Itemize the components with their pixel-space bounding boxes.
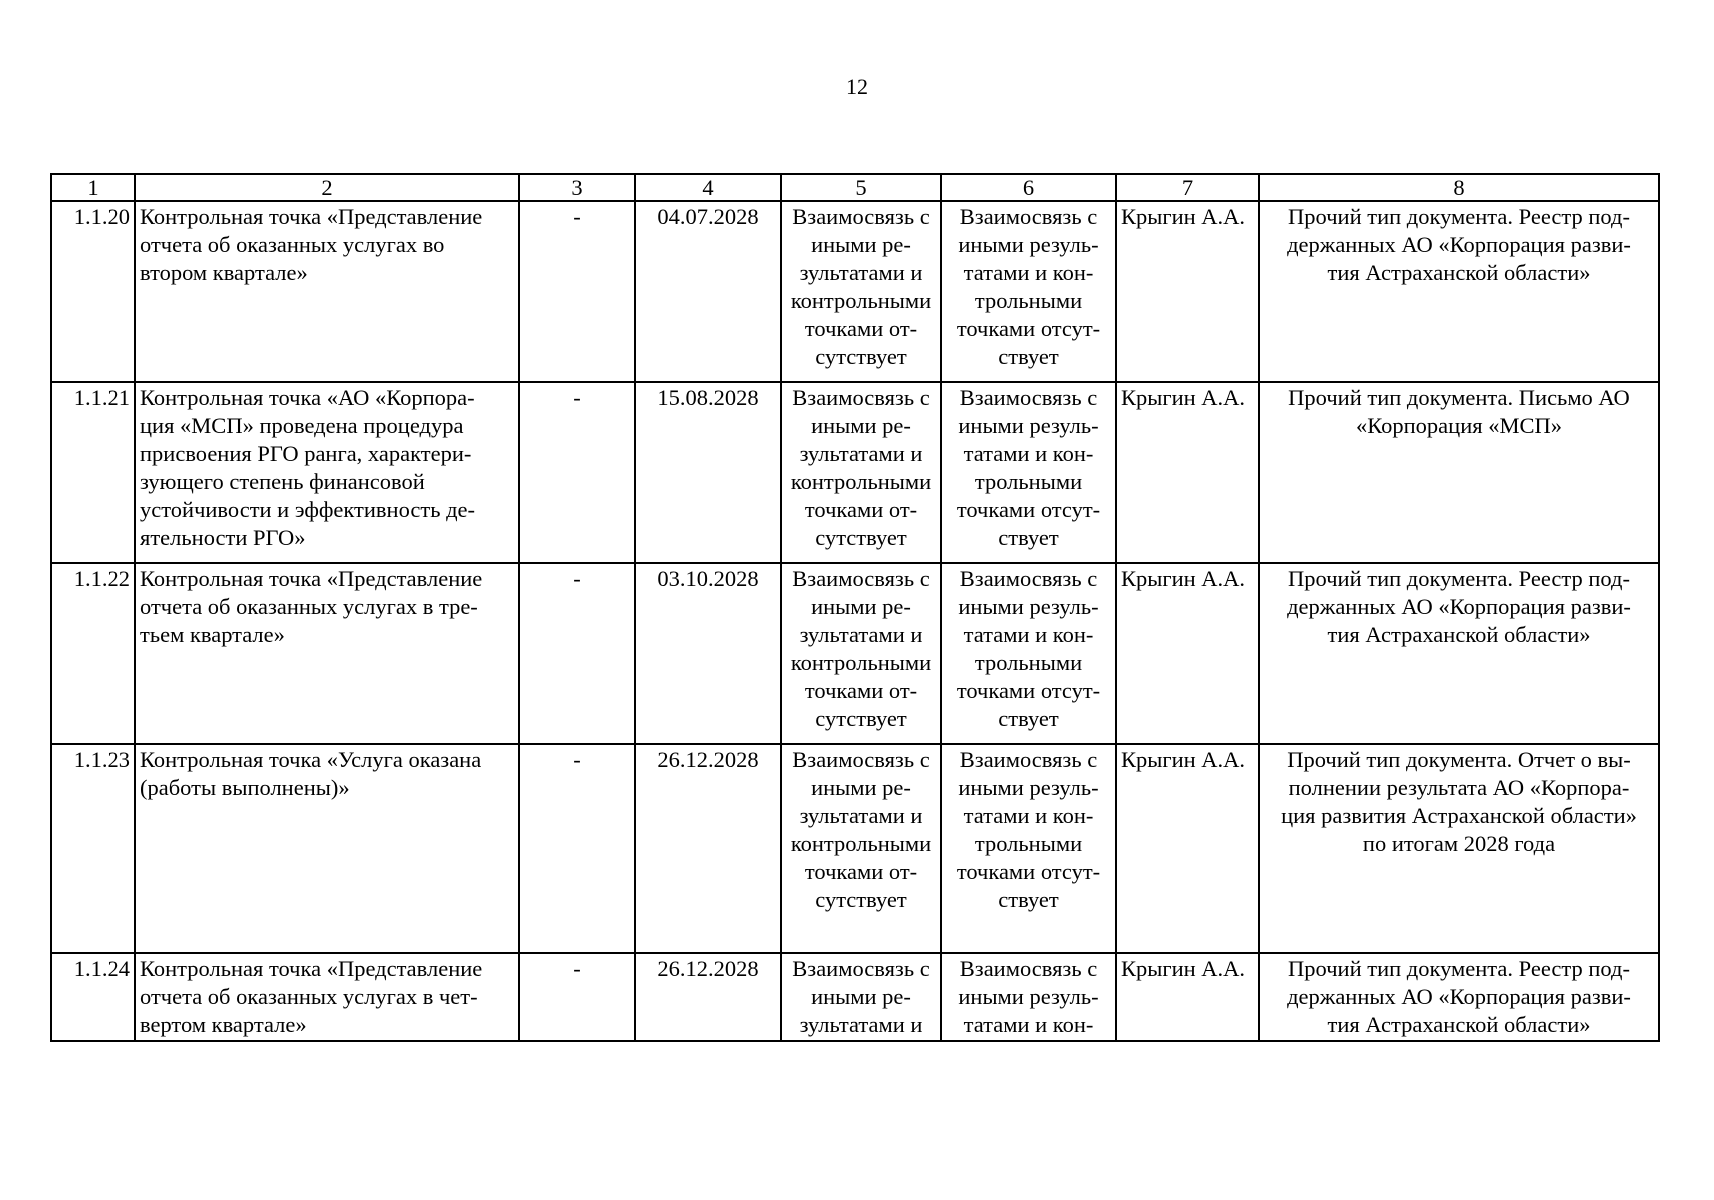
cell-line: ствует bbox=[998, 344, 1059, 369]
cell-line: ствует bbox=[998, 887, 1059, 912]
cell-line: контрольными bbox=[790, 831, 932, 856]
cell-line: Взаимосвязь с bbox=[959, 204, 1098, 229]
row-number-cell: 1.1.21 bbox=[51, 382, 135, 563]
cell-line: тьем квартале» bbox=[140, 622, 285, 647]
cell-line: вертом квартале» bbox=[140, 1012, 307, 1037]
cell-line: Прочий тип документа. Письмо АО bbox=[1288, 385, 1630, 410]
cell-line: сутствует bbox=[815, 525, 907, 550]
table-header-row bbox=[51, 174, 1659, 201]
cell-line: полнении результата АО «Корпора- bbox=[1288, 775, 1630, 800]
header-cell: 6 bbox=[941, 174, 1116, 201]
relations-results-cell bbox=[781, 201, 941, 382]
cell-line: ятельности РГО» bbox=[140, 525, 306, 550]
responsible-cell: Крыгин А.А. bbox=[1116, 744, 1259, 953]
column-3-cell: - bbox=[519, 744, 635, 953]
cell-line: Взаимосвязь с bbox=[792, 385, 930, 410]
date-cell: 15.08.2028 bbox=[635, 382, 781, 563]
cell-line: Взаимосвязь с bbox=[959, 747, 1098, 772]
control-point-name-cell bbox=[135, 744, 519, 953]
column-3-cell: - bbox=[519, 953, 635, 1041]
date-cell: 26.12.2028 bbox=[635, 953, 781, 1041]
header-cell: 5 bbox=[781, 174, 941, 201]
cell-line: Взаимосвязь с bbox=[792, 956, 930, 981]
cell-line: Прочий тип документа. Реестр под- bbox=[1288, 566, 1630, 591]
cell-line: зультатами и bbox=[799, 803, 923, 828]
cell-line: (работы выполнены)» bbox=[140, 775, 350, 800]
header-cell: 8 bbox=[1259, 174, 1659, 201]
cell-line: тия Астраханской области» bbox=[1327, 622, 1591, 647]
header-cell: 1 bbox=[51, 174, 135, 201]
control-point-name-cell bbox=[135, 563, 519, 744]
relations-results-cell bbox=[781, 563, 941, 744]
document-type-cell bbox=[1259, 382, 1659, 563]
page-number: 12 bbox=[846, 74, 868, 99]
relations-points-cell bbox=[941, 201, 1116, 382]
table-row bbox=[51, 744, 1659, 953]
cell-line: трольными bbox=[974, 469, 1083, 494]
cell-line: иными резуль- bbox=[958, 775, 1099, 800]
row-number-cell: 1.1.22 bbox=[51, 563, 135, 744]
document-type-cell bbox=[1259, 201, 1659, 382]
cell-line: иными ре- bbox=[811, 594, 911, 619]
relations-points-cell bbox=[941, 563, 1116, 744]
table-row bbox=[51, 382, 1659, 563]
cell-line: Контрольная точка «Представление bbox=[140, 566, 483, 591]
cell-line: Прочий тип документа. Реестр под- bbox=[1288, 956, 1630, 981]
responsible-cell: Крыгин А.А. bbox=[1116, 201, 1259, 382]
cell-line: ствует bbox=[998, 525, 1059, 550]
responsible-cell: Крыгин А.А. bbox=[1116, 953, 1259, 1041]
cell-line: сутствует bbox=[815, 344, 907, 369]
cell-line: Прочий тип документа. Отчет о вы- bbox=[1287, 747, 1631, 772]
cell-line: Контрольная точка «Представление bbox=[140, 204, 483, 229]
header-cell: 7 bbox=[1116, 174, 1259, 201]
cell-line: татами и кон- bbox=[963, 441, 1094, 466]
relations-results-cell bbox=[781, 953, 941, 1041]
table-row bbox=[51, 563, 1659, 744]
cell-line: устойчивости и эффективность де- bbox=[140, 497, 476, 522]
cell-line: контрольными bbox=[790, 288, 932, 313]
cell-line: держанных АО «Корпорация разви- bbox=[1287, 594, 1631, 619]
responsible-cell: Крыгин А.А. bbox=[1116, 382, 1259, 563]
responsible-cell: Крыгин А.А. bbox=[1116, 563, 1259, 744]
cell-line: отчета об оказанных услугах во bbox=[140, 232, 445, 257]
cell-line: присвоения РГО ранга, характери- bbox=[140, 441, 472, 466]
cell-line: ствует bbox=[998, 706, 1059, 731]
cell-line: иными ре- bbox=[811, 232, 911, 257]
row-number-cell: 1.1.23 bbox=[51, 744, 135, 953]
cell-line: иными ре- bbox=[811, 984, 911, 1009]
column-3-cell: - bbox=[519, 382, 635, 563]
cell-line: «Корпорация «МСП» bbox=[1356, 413, 1562, 438]
cell-line: по итогам 2028 года bbox=[1362, 831, 1556, 856]
cell-line: держанных АО «Корпорация разви- bbox=[1287, 984, 1631, 1009]
cell-line: татами и кон- bbox=[963, 260, 1094, 285]
cell-line: точками отсут- bbox=[956, 859, 1101, 884]
cell-line: иными резуль- bbox=[958, 594, 1099, 619]
cell-line: точками отсут- bbox=[956, 316, 1101, 341]
cell-line: Взаимосвязь с bbox=[959, 385, 1098, 410]
header-cell: 2 bbox=[135, 174, 519, 201]
document-type-cell bbox=[1259, 953, 1659, 1041]
cell-line: отчета об оказанных услугах в чет- bbox=[140, 984, 478, 1009]
cell-line: татами и кон- bbox=[963, 803, 1094, 828]
cell-line: Контрольная точка «АО «Корпора- bbox=[140, 385, 475, 410]
control-points-table bbox=[50, 173, 1660, 1042]
cell-line: Взаимосвязь с bbox=[959, 956, 1098, 981]
date-cell: 26.12.2028 bbox=[635, 744, 781, 953]
cell-line: Взаимосвязь с bbox=[792, 747, 930, 772]
cell-line: Контрольная точка «Представление bbox=[140, 956, 483, 981]
header-cell: 3 bbox=[519, 174, 635, 201]
cell-line: зультатами и bbox=[799, 1012, 923, 1037]
cell-line: тия Астраханской области» bbox=[1327, 260, 1591, 285]
cell-line: точками от- bbox=[804, 678, 918, 703]
table-row bbox=[51, 201, 1659, 382]
column-3-cell: - bbox=[519, 201, 635, 382]
cell-line: зультатами и bbox=[799, 260, 923, 285]
cell-line: тия Астраханской области» bbox=[1327, 1012, 1591, 1037]
cell-line: иными резуль- bbox=[958, 984, 1099, 1009]
cell-line: ция «МСП» проведена процедура bbox=[140, 413, 464, 438]
cell-line: втором квартале» bbox=[140, 260, 308, 285]
cell-line: сутствует bbox=[815, 887, 907, 912]
row-number-cell: 1.1.24 bbox=[51, 953, 135, 1041]
relations-points-cell bbox=[941, 953, 1116, 1041]
cell-line: контрольными bbox=[790, 650, 932, 675]
cell-line: зультатами и bbox=[799, 622, 923, 647]
cell-line: зующего степень финансовой bbox=[140, 469, 425, 494]
cell-line: трольными bbox=[974, 831, 1083, 856]
cell-line: точками от- bbox=[804, 316, 918, 341]
cell-line: держанных АО «Корпорация разви- bbox=[1287, 232, 1631, 257]
relations-points-cell bbox=[941, 382, 1116, 563]
cell-line: ция развития Астраханской области» bbox=[1281, 803, 1637, 828]
cell-line: Взаимосвязь с bbox=[792, 204, 930, 229]
cell-line: иными ре- bbox=[811, 775, 911, 800]
cell-line: Взаимосвязь с bbox=[959, 566, 1098, 591]
relations-results-cell bbox=[781, 382, 941, 563]
document-type-cell bbox=[1259, 744, 1659, 953]
cell-line: иными ре- bbox=[811, 413, 911, 438]
control-point-name-cell bbox=[135, 953, 519, 1041]
column-3-cell: - bbox=[519, 563, 635, 744]
cell-line: трольными bbox=[974, 288, 1083, 313]
cell-line: контрольными bbox=[790, 469, 932, 494]
cell-line: точками от- bbox=[804, 497, 918, 522]
cell-line: точками от- bbox=[804, 859, 918, 884]
document-type-cell bbox=[1259, 563, 1659, 744]
relations-points-cell bbox=[941, 744, 1116, 953]
relations-results-cell bbox=[781, 744, 941, 953]
cell-line: отчета об оказанных услугах в тре- bbox=[140, 594, 478, 619]
cell-line: Контрольная точка «Услуга оказана bbox=[140, 747, 482, 772]
cell-line: сутствует bbox=[815, 706, 907, 731]
cell-line: точками отсут- bbox=[956, 678, 1101, 703]
cell-line: трольными bbox=[974, 650, 1083, 675]
date-cell: 03.10.2028 bbox=[635, 563, 781, 744]
cell-line: Прочий тип документа. Реестр под- bbox=[1288, 204, 1630, 229]
cell-line: Взаимосвязь с bbox=[792, 566, 930, 591]
cell-line: иными резуль- bbox=[958, 232, 1099, 257]
cell-line: точками отсут- bbox=[956, 497, 1101, 522]
row-number-cell: 1.1.20 bbox=[51, 201, 135, 382]
table-row bbox=[51, 953, 1659, 1041]
header-cell: 4 bbox=[635, 174, 781, 201]
cell-line: иными резуль- bbox=[958, 413, 1099, 438]
cell-line: зультатами и bbox=[799, 441, 923, 466]
date-cell: 04.07.2028 bbox=[635, 201, 781, 382]
cell-line: татами и кон- bbox=[963, 622, 1094, 647]
control-point-name-cell bbox=[135, 382, 519, 563]
cell-line: татами и кон- bbox=[963, 1012, 1094, 1037]
control-point-name-cell bbox=[135, 201, 519, 382]
